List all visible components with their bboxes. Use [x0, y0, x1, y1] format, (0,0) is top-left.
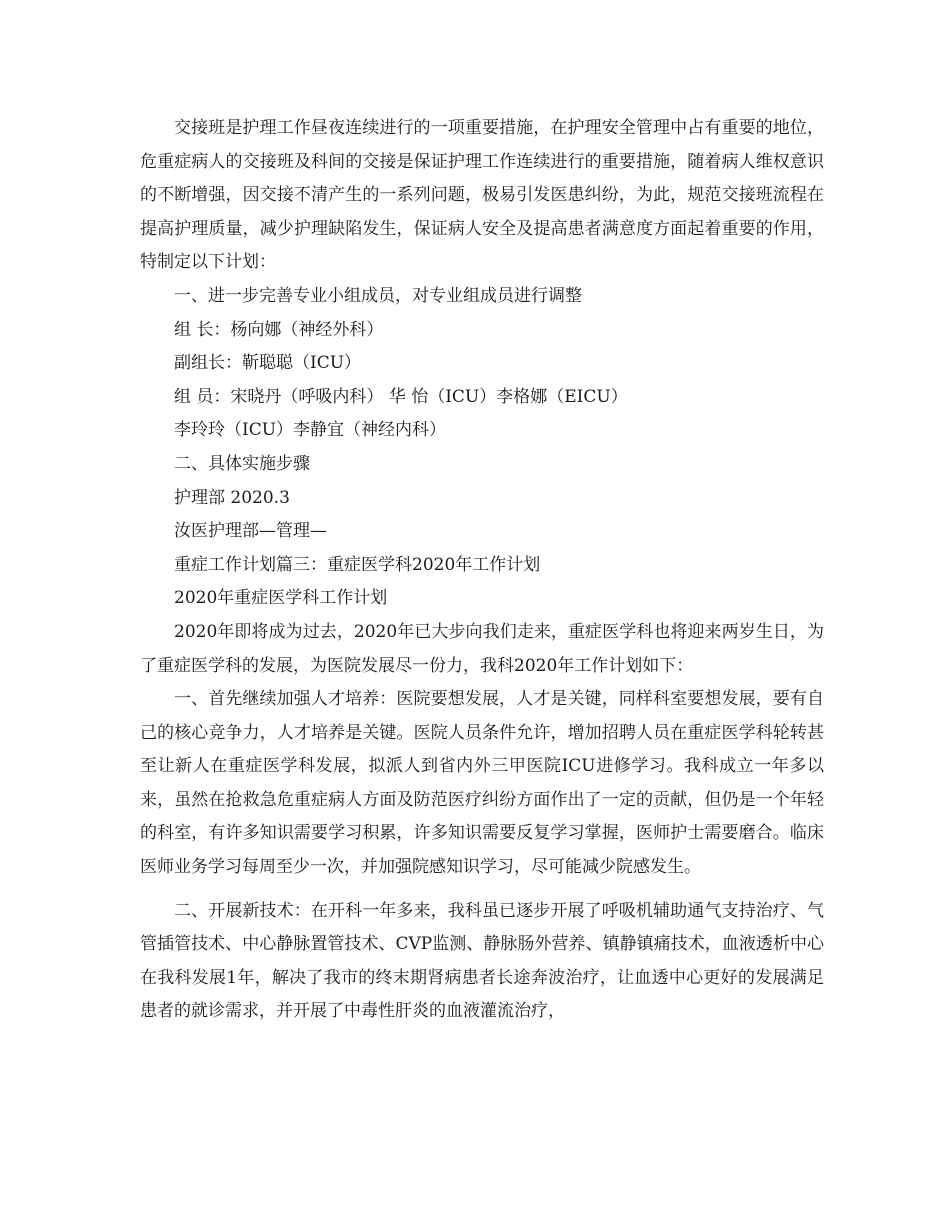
intro-paragraph: 交接班是护理工作昼夜连续进行的一项重要措施，在护理安全管理中占有重要的地位，危重症病人的交接班及科间的交接是保证护理工作连续进行的重要措施，随着病人维权意识的不断增强，因交接不清产生的一系列问题，极易引发医患纠纷，为此，规范交接班流程在提高护理质量，减少护理缺陷发生，保证病人安全及提高患者满意度方面起着重要的作用，特制定以下计划：	[140, 118, 824, 273]
section-heading-2: 二、具体实施步骤	[174, 453, 310, 474]
plan-title: 2020年重症医学科工作计划	[174, 588, 388, 609]
signature-line: 护理部 2020.3	[174, 487, 290, 508]
chapter-title: 重症工作计划篇三：重症医学科2020年工作计划	[174, 554, 541, 575]
paragraph-spacer	[140, 885, 824, 895]
members-line-1: 组 员：宋晓丹（呼吸内科） 华 怡（ICU）李格娜（EICU）	[174, 386, 628, 407]
department-line: 汝医护理部—管理—	[174, 521, 327, 542]
section-heading-1: 一、进一步完善专业小组成员，对专业组成员进行调整	[174, 285, 582, 306]
document-body	[140, 112, 824, 1029]
new-technology-paragraph: 二、开展新技术：在开科一年多来，我科虽已逐步开展了呼吸机辅助通气支持治疗、气管插管技术、中心静脉置管技术、CVP监测、静脉肠外营养、镇静镇痛技术，血液透析中心在我科发展1年，解决了我市的终末期肾病患者长途奔波治疗，让血透中心更好的发展满足患者的就诊需求，并开展了中毒性肝炎的血液灌流治疗，	[140, 900, 824, 1022]
members-line-2: 李玲玲（ICU）李静宜（神经内科）	[174, 420, 447, 441]
deputy-leader-line: 副组长：靳聪聪（ICU）	[174, 353, 362, 374]
talent-training-paragraph: 一、首先继续加强人才培养：医院要想发展，人才是关键，同样科室要想发展，要有自己的核心竞争力，人才培养是关键。医院人员条件允许，增加招聘人员在重症医学科轮转甚至让新人在重症医学科发展，拟派人到省内外三甲医院ICU进修学习。我科成立一年多以来，虽然在抢救急危重症病人方面及防范医疗纠纷方面作出了一定的贡献，但仍是一个年轻的科室，有许多知识需要学习积累，许多知识需要反复学习掌握，医师护士需要磨合。临床医师业务学习每周至少一次，并加强院感知识学习，尽可能减少院感发生。	[140, 689, 824, 878]
plan-intro-paragraph: 2020年即将成为过去，2020年已大步向我们走来，重症医学科也将迎来两岁生日，为了重症医学科的发展，为医院发展尽一份力，我科2020年工作计划如下：	[140, 621, 824, 676]
team-leader-line: 组 长：杨向娜（神经外科）	[174, 319, 384, 340]
